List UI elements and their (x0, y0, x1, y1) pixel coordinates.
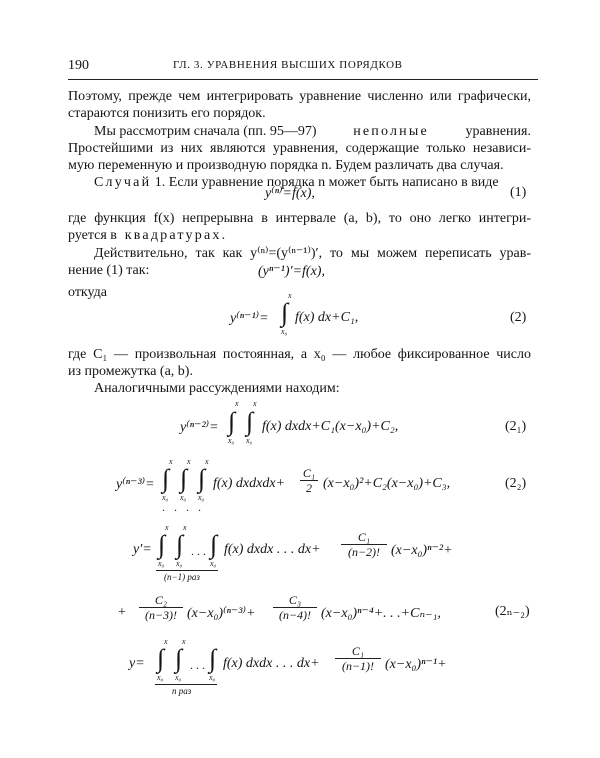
integral-sign: ∫ (157, 644, 165, 673)
fraction (341, 530, 387, 559)
text-line: откуда (68, 285, 107, 300)
integral-lower-limit: x₀ (209, 673, 216, 682)
fraction-denominator: (n−4)! (278, 608, 312, 622)
equation-n2-mid: f(x) dxdx . . . dx+ (224, 542, 321, 557)
equation-last-lhs: y= (129, 656, 145, 671)
fraction (335, 644, 381, 673)
integral-lower-limit: x₀ (210, 559, 217, 568)
header-rule (68, 79, 538, 80)
text-span: Мы рассмотрим сначала (пп. 95—97) (94, 124, 317, 139)
fraction (273, 593, 317, 622)
page-number: 190 (68, 58, 89, 73)
integral-upper-limit: x (164, 637, 168, 646)
text-line: Простейшими из них являются уравнения, содержащие только независи- (68, 141, 531, 156)
integral-sign: ∫ (180, 464, 188, 493)
integral-upper-limit: x (169, 457, 173, 466)
equation-2-lhs: y⁽ⁿ⁻¹⁾= (230, 311, 269, 326)
integral-upper-limit: x (288, 291, 292, 300)
fraction-denominator: (n−3)! (144, 608, 178, 622)
text-line: из промежутка (a, b). (68, 364, 193, 379)
underbrace (155, 684, 217, 685)
fraction-numerator: C₁ (300, 466, 318, 481)
integral-sign: ∫ (175, 644, 183, 673)
integral-upper-limit: x (253, 399, 257, 408)
text-line: Аналогичными рассуждениями находим: (94, 381, 340, 396)
text-span: 1. Если уравнение порядка n может быть написано в виде (154, 175, 499, 190)
fraction-denominator: (n−2)! (347, 545, 381, 559)
integral-sign: ∫ (209, 644, 217, 673)
text-line: стараются понизить его порядок. (68, 106, 266, 121)
text-line (68, 123, 531, 140)
integral-upper-limit: x (235, 399, 239, 408)
integral-lower-limit: x₀ (228, 436, 235, 445)
text-span: руется (68, 228, 107, 243)
equation-n2-rhs: (x−x₀)ⁿ⁻²+ (391, 543, 453, 558)
text-line (68, 227, 531, 244)
fraction-denominator: (n−1)! (341, 659, 375, 673)
integral-lower-limit: x₀ (158, 559, 165, 568)
equation-mid: (yⁿ⁻¹)′=f(x), (258, 264, 325, 279)
equation-2-2-rhs: (x−x₀)²+C₂(x−x₀)+C₃, (323, 476, 451, 491)
equation-2-rhs: f(x) dx+C₁, (295, 310, 359, 325)
integral-lower-limit: x₀ (176, 559, 183, 568)
integral-upper-limit: x (165, 523, 169, 532)
equation-last-rhs: (x−x₀)ⁿ⁻¹+ (385, 657, 447, 672)
text-line: где функция f(x) непрерывна в интервале (a, b), то оно легко интегри- (68, 211, 531, 226)
text-line: нение (1) так: (68, 263, 150, 278)
integral-sign: ∫ (246, 407, 254, 436)
integral-sign: ∫ (176, 530, 184, 559)
underbrace (156, 570, 218, 571)
integral-upper-limit: x (182, 637, 186, 646)
text-line: где C₁ — произвольная постоянная, а x₀ — любое фиксированное число (68, 347, 531, 362)
equation-plus: + (118, 605, 126, 620)
integral-lower-limit: x₀ (162, 493, 169, 502)
equation-number: (1) (510, 185, 527, 200)
integral-lower-limit: x₀ (246, 436, 253, 445)
fraction-numerator: C₁ (341, 530, 387, 545)
integral-lower-limit: x₀ (198, 493, 205, 502)
underbrace-label: n раз (172, 686, 192, 696)
equation-1: y⁽ⁿ⁾=f(x), (265, 186, 315, 201)
fraction (300, 466, 318, 495)
equation-last-mid: f(x) dxdx . . . dx+ (223, 656, 320, 671)
equation-2-2-lhs: y⁽ⁿ⁻³⁾= (116, 477, 155, 492)
equation-2-1-rhs: f(x) dxdx+C₁(x−x₀)+C₂, (262, 419, 399, 434)
equation-number: (2) (510, 310, 527, 325)
fraction (139, 593, 183, 622)
integral-lower-limit: x₀ (157, 673, 164, 682)
equation-2-1-lhs: y⁽ⁿ⁻²⁾= (180, 420, 219, 435)
equation-term: (x−x₀)ⁿ⁻⁴+. . .+Cₙ₋₁, (321, 606, 441, 621)
text-line: мую переменную и производную порядка n. Будем различать два случая. (68, 158, 504, 173)
fraction-numerator: C₁ (335, 644, 381, 659)
integral-sign: ∫ (162, 464, 170, 493)
fraction-numerator: C₂ (139, 593, 183, 608)
text-line: Действительно, так как y⁽ⁿ⁾=(y⁽ⁿ⁻¹⁾)′, то мы можем переписать урав- (94, 246, 531, 261)
equation-number: (2ₙ₋₂) (495, 604, 530, 619)
equation-2-2-mid: f(x) dxdxdx+ (213, 476, 286, 491)
fraction-denominator: 2 (306, 481, 312, 495)
integral-upper-limit: x (205, 457, 209, 466)
running-header (68, 58, 538, 80)
running-title: ГЛ. 3. УРАВНЕНИЯ ВЫСШИХ ПОРЯДКОВ (173, 59, 403, 71)
spaced-term: в квадратурах. (110, 228, 228, 243)
integral-dots: . . . (191, 544, 206, 558)
integral-dots: . . . (190, 658, 205, 672)
equation-number: (2₂) (505, 476, 527, 491)
integral-sign: ∫ (281, 298, 289, 327)
fraction-numerator: C₃ (273, 593, 317, 608)
integral-upper-limit: x (187, 457, 191, 466)
integral-lower-limit: x₀ (175, 673, 182, 682)
integral-sign: ∫ (198, 464, 206, 493)
ellipsis-dots: . . . . (162, 500, 204, 514)
text-line: Поэтому, прежде чем интегрировать уравнение численно или графически, (68, 89, 531, 104)
integral-sign: ∫ (228, 407, 236, 436)
equation-term: (x−x₀)⁽ⁿ⁻³⁾+ (187, 606, 256, 621)
integral-lower-limit: x₀ (180, 493, 187, 502)
equation-n2-lhs: y′= (133, 542, 152, 557)
text-span: уравнения. (465, 124, 531, 139)
integral-upper-limit: x (183, 523, 187, 532)
underbrace-label: (n−1) раз (164, 572, 200, 582)
integral-lower-limit: x₀ (281, 327, 288, 336)
case-heading: Случай (94, 175, 152, 190)
integral-sign: ∫ (158, 530, 166, 559)
equation-number: (2₁) (505, 419, 527, 434)
spaced-term: неполные (353, 124, 429, 139)
integral-sign: ∫ (210, 530, 218, 559)
